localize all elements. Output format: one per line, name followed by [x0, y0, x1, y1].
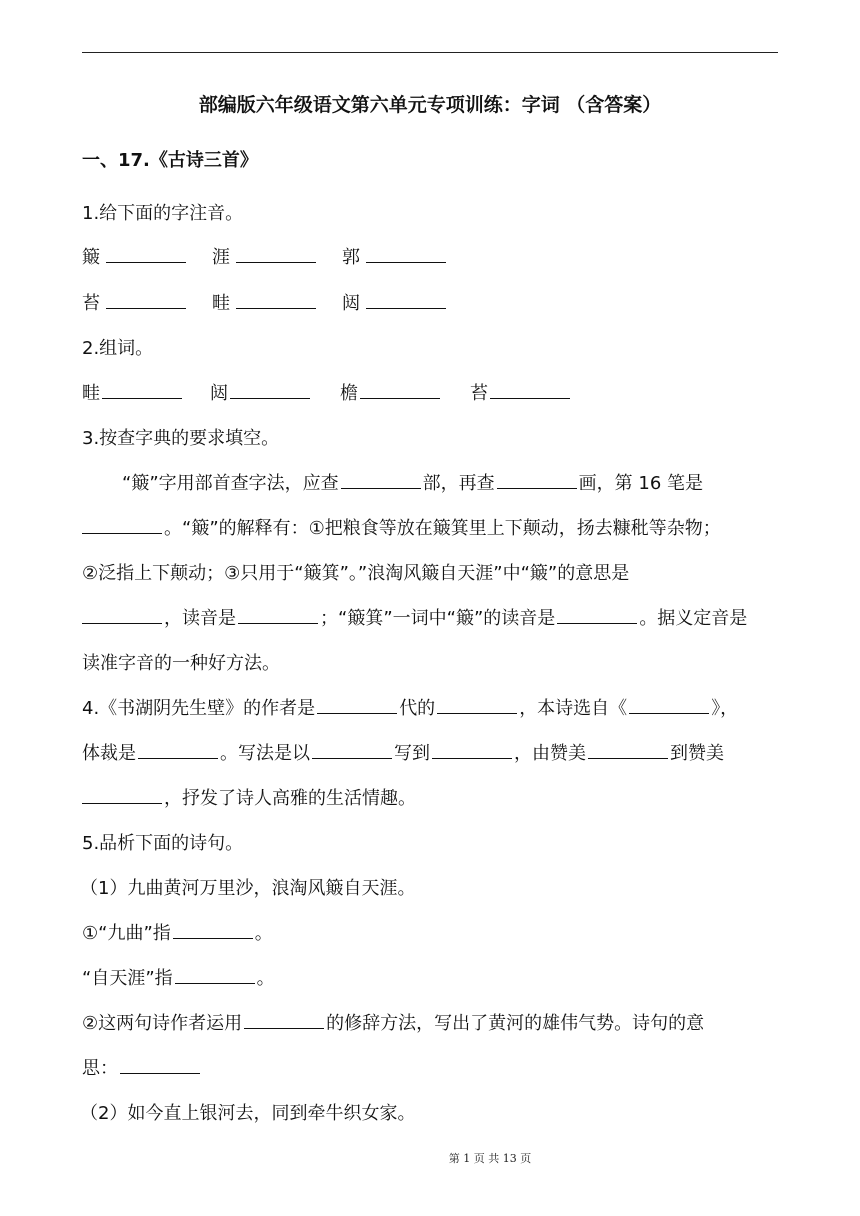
q5-answer-a1: ①“九曲”指 。	[82, 923, 273, 944]
q2-label: 2.组词。	[82, 338, 154, 359]
answer-blank[interactable]	[236, 246, 316, 263]
q4-line-3: ，抒发了诗人高雅的生活情趣。	[82, 787, 416, 811]
q1-item: 涯	[212, 246, 318, 270]
answer-blank[interactable]	[366, 292, 446, 309]
q5-answer-b2: 思：	[82, 1057, 202, 1081]
q3-label: 3.按查字典的要求填空。	[82, 428, 280, 449]
answer-blank[interactable]	[82, 607, 162, 624]
answer-blank[interactable]	[490, 382, 570, 399]
answer-blank[interactable]	[102, 382, 182, 399]
answer-blank[interactable]	[317, 697, 397, 714]
page-footer: 第 1 页 共 13 页	[448, 1152, 532, 1165]
q3-line-2: 。“簸”的解释有：①把粮食等放在簸箕里上下颠动，扬去糠秕等杂物；	[82, 517, 721, 541]
answer-blank[interactable]	[437, 697, 517, 714]
answer-blank[interactable]	[106, 292, 186, 309]
q1-label: 1.给下面的字注音。	[82, 203, 244, 224]
q3-line-4: ，读音是 ；“簸箕”一词中“簸”的读音是 。据义定音是	[82, 607, 747, 631]
q4-line-2: 体裁是 。写法是以 写到 ，由赞美 到赞美	[82, 743, 724, 764]
answer-blank[interactable]	[341, 472, 421, 489]
q2-item: 苔	[470, 382, 572, 406]
answer-blank[interactable]	[82, 517, 162, 534]
q5-answer-b1: ②这两句诗作者运用 的修辞方法，写出了黄河的雄伟气势。诗句的意	[82, 1013, 705, 1034]
answer-blank[interactable]	[312, 742, 392, 759]
q3-line-3: ②泛指上下颠动；③只用于“簸箕”。”浪淘风簸自天涯”中“簸”的意思是	[82, 563, 630, 584]
answer-blank[interactable]	[173, 922, 253, 939]
q5-label: 5.品析下面的诗句。	[82, 833, 244, 854]
page-title: 部编版六年级语文第六单元专项训练：字词 （含答案）	[198, 94, 662, 116]
answer-blank[interactable]	[82, 787, 162, 804]
answer-blank[interactable]	[244, 1012, 324, 1029]
q1-item: 苔	[82, 292, 188, 316]
section-heading: 一、17.《古诗三首》	[82, 150, 258, 171]
answer-blank[interactable]	[230, 382, 310, 399]
q1-item: 簸	[82, 246, 188, 270]
q1-item: 郭	[342, 246, 448, 270]
answer-blank[interactable]	[238, 607, 318, 624]
q2-item: 闼	[210, 382, 312, 406]
answer-blank[interactable]	[366, 246, 446, 263]
answer-blank[interactable]	[175, 967, 255, 984]
answer-blank[interactable]	[432, 742, 512, 759]
header-rule	[82, 52, 778, 53]
answer-blank[interactable]	[138, 742, 218, 759]
answer-blank[interactable]	[360, 382, 440, 399]
q3-line-1: “簸”字用部首查字法，应查 部，再查 画，第 16 笔是	[122, 473, 704, 494]
answer-blank[interactable]	[497, 472, 577, 489]
answer-blank[interactable]	[120, 1057, 200, 1074]
q3-line-5: 读准字音的一种好方法。	[82, 653, 280, 674]
q1-item: 闼	[342, 292, 448, 316]
answer-blank[interactable]	[588, 742, 668, 759]
answer-blank[interactable]	[106, 246, 186, 263]
q2-item: 檐	[340, 382, 442, 406]
q1-item: 畦	[212, 292, 318, 316]
answer-blank[interactable]	[557, 607, 637, 624]
answer-blank[interactable]	[236, 292, 316, 309]
q2-item: 畦	[82, 382, 184, 406]
q5-answer-a2: “自天涯”指 。	[82, 968, 275, 989]
q5-poem-1: （1）九曲黄河万里沙，浪淘风簸自天涯。	[80, 878, 416, 899]
answer-blank[interactable]	[629, 697, 709, 714]
q4-line-1: 4.《书湖阴先生壁》的作者是 代的 ，本诗选自《 》，	[82, 698, 739, 719]
q5-poem-2: （2）如今直上银河去，同到牵牛织女家。	[80, 1103, 416, 1124]
